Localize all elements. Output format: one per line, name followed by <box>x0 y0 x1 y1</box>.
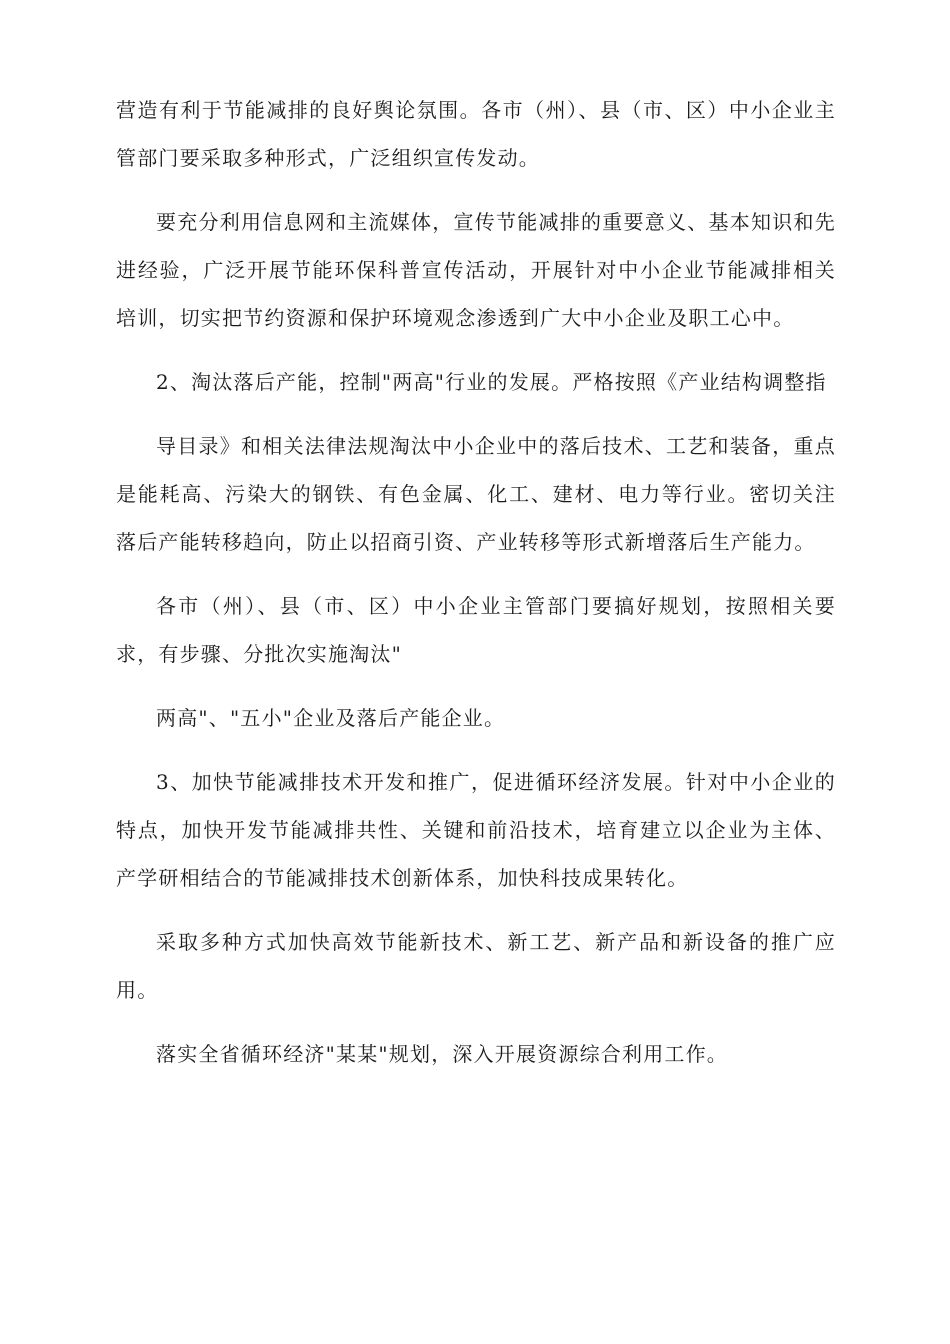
paragraph-8: 采取多种方式加快高效节能新技术、新工艺、新产品和新设备的推广应用。 <box>116 930 836 1002</box>
paragraph-5: 各市（州）、县（市、区）中小企业主管部门要搞好规划，按照相关要求，有步骤、分批次实施淘汰" <box>116 594 836 666</box>
paragraph-9: 落实全省循环经济"某某"规划，深入开展资源综合利用工作。 <box>156 1042 728 1066</box>
paragraph-2: 要充分利用信息网和主流媒体，宣传节能减排的重要意义、基本知识和先进经验，广泛开展节能环保科普宣传活动，开展针对中小企业节能减排相关培训，切实把节约资源和保护环境观念渗透到广大中小企业及职工心中。 <box>116 210 836 330</box>
paragraph-1: 营造有利于节能减排的良好舆论氛围。各市（州）、县（市、区）中小企业主管部门要采取多种形式，广泛组织宣传发动。 <box>116 98 836 170</box>
paragraph-3: 2、淘汰落后产能，控制"两高"行业的发展。严格按照《产业结构调整指 <box>156 370 827 394</box>
paragraph-7: 3、加快节能减排技术开发和推广，促进循环经济发展。针对中小企业的特点，加快开发节能减排共性、关键和前沿技术，培育建立以企业为主体、产学研相结合的节能减排技术创新体系，加快科技成果转化。 <box>116 770 836 890</box>
document-body <box>116 86 836 1094</box>
paragraph-6: 两高"、"五小"企业及落后产能企业。 <box>156 706 506 730</box>
paragraph-4: 导目录》和相关法律法规淘汰中小企业中的落后技术、工艺和装备，重点是能耗高、污染大的钢铁、有色金属、化工、建材、电力等行业。密切关注落后产能转移趋向，防止以招商引资、产业转移等形式新增落后生产能力。 <box>116 434 836 554</box>
